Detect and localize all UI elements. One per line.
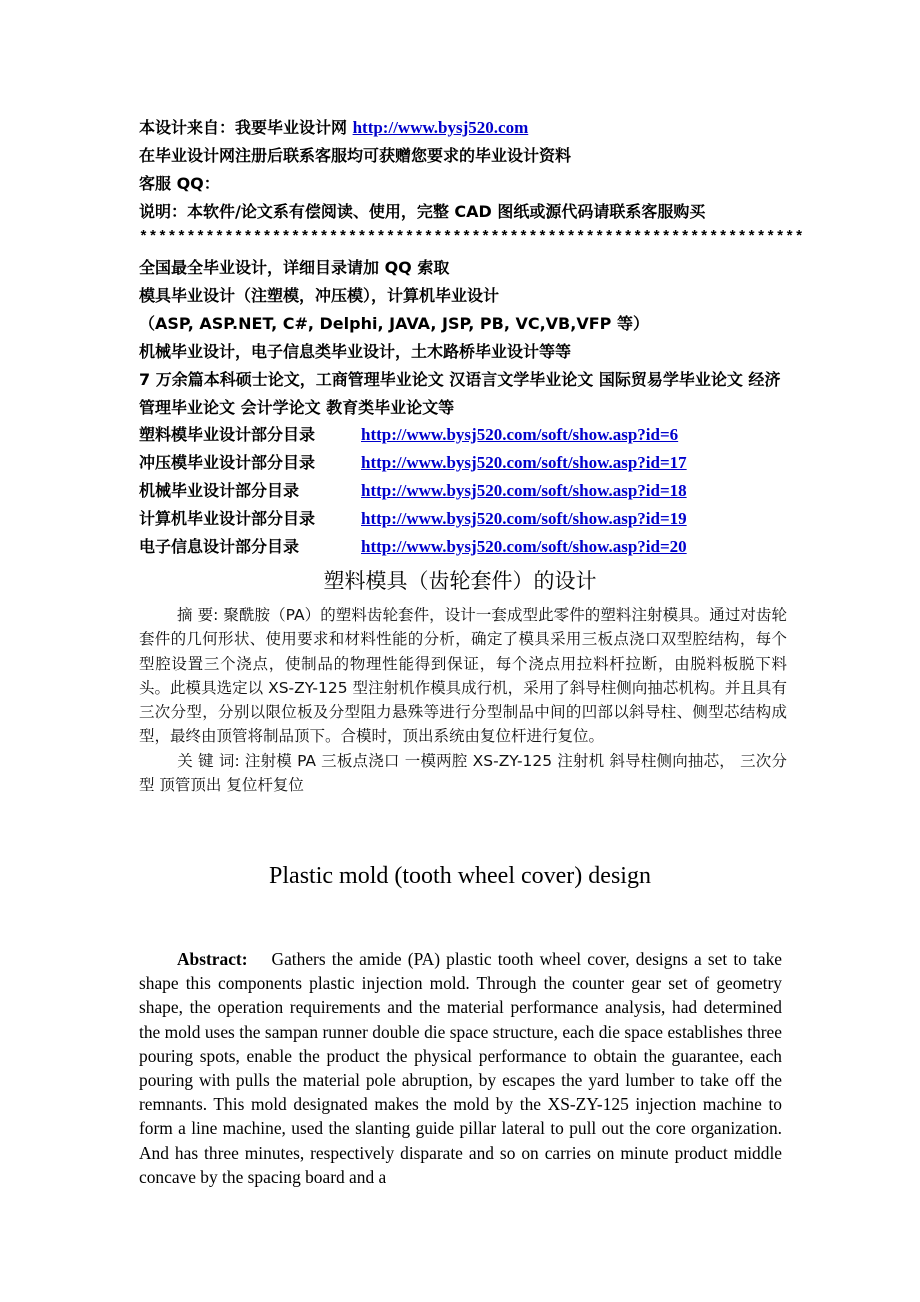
catalog-label: 机械毕业设计部分目录 — [139, 481, 300, 500]
promo-line-2: 模具毕业设计（注塑模，冲压模），计算机毕业设计 — [139, 286, 500, 305]
en-title: Plastic mold (tooth wheel cover) design — [269, 863, 651, 889]
en-abstract — [139, 947, 782, 1189]
en-abstract-text: Gathers the amide (PA) plastic tooth wheel cover, designs a set to take shape this components plastic injection mold. Through the counter gear set of geometry shape, the operation requirements and the material performance analysis, had determined the mold uses the sampan runner double die space structure, each die space establishes three pouring spots, enable the product the physical performance to obtain the guarantee, each pouring with pulls the material pole abruption, by escapes the yard lumber to take off the remnants. This mold designated makes the mold by the XS-ZY-125 injection machine to form a line machine, used the slanting guide pillar lateral to pull out the core organization. And has three minutes, respectively disparate and so on carries on minute product middle concave by the spacing board and a — [139, 949, 782, 1187]
catalog-row — [139, 505, 687, 533]
promo-line-5: 7 万余篇本科硕士论文，工商管理毕业论文 汉语言文学毕业论文 国际贸易学毕业论文 经济管理毕业论文 会计学论文 教育类毕业论文等 — [139, 370, 781, 417]
catalog-row — [139, 421, 678, 449]
catalog-row — [139, 533, 687, 561]
promo-line-4: 机械毕业设计，电子信息类毕业设计，土木路桥毕业设计等等 — [139, 342, 572, 361]
catalog-link[interactable]: http://www.bysj520.com/soft/show.asp?id=17 — [361, 453, 687, 472]
source-prefix: 本设计来自：我要毕业设计网 — [139, 118, 353, 137]
cn-abstract-text: 聚酰胺（PA）的塑料齿轮套件，设计一套成型此零件的塑料注射模具。通过对齿轮套件的几何形状、使用要求和材料性能的分析，确定了模具采用三板点浇口双型腔结构，每个型腔设置三个浇点，使制品的物理性能得到保证，每个浇点用拉料杆拉断，由脱料板脱下料头。此模具选定以 XS-ZY-125 型注射机作模具成行机，采用了斜导柱侧向抽芯机构。并且具有三次分型，分别以限位板及分型阻力悬殊等进行分型制品中间的凹部以斜导柱、侧型芯结构成型，最终由顶管将制品顶下。合模时，顶出系统由复位杆进行复位。 — [139, 606, 788, 746]
catalog-label: 冲压模毕业设计部分目录 — [139, 453, 316, 472]
catalog-link[interactable]: http://www.bysj520.com/soft/show.asp?id=20 — [361, 537, 687, 556]
catalog-link[interactable]: http://www.bysj520.com/soft/show.asp?id=18 — [361, 481, 687, 500]
qq-line: 客服 QQ： — [139, 174, 220, 193]
register-note: 在毕业设计网注册后联系客服均可获赠您要求的毕业设计资料 — [139, 146, 572, 165]
notice-line: 说明：本软件/论文系有偿阅读、使用，完整 CAD 图纸或源代码请联系客服购买 — [139, 202, 706, 221]
catalog-label: 塑料模毕业设计部分目录 — [139, 425, 316, 444]
source-link[interactable]: http://www.bysj520.com — [352, 118, 529, 137]
cn-abstract — [139, 603, 787, 797]
cn-title: 塑料模具（齿轮套件）的设计 — [323, 569, 597, 593]
promo-line-3: （ASP, ASP.NET, C#, Delphi, JAVA, JSP, PB, VC,VB,VFP 等） — [139, 314, 649, 333]
catalog-row — [139, 449, 687, 477]
catalog-label: 电子信息设计部分目录 — [139, 537, 300, 556]
catalog-label: 计算机毕业设计部分目录 — [139, 509, 316, 528]
catalog-link[interactable]: http://www.bysj520.com/soft/show.asp?id=6 — [361, 425, 679, 444]
catalog-row — [139, 477, 687, 505]
source-line — [139, 114, 789, 142]
cn-abstract-label: 摘 要: — [177, 606, 219, 624]
star-divider: ********************************************************************** — [139, 229, 805, 246]
cn-keywords-label: 关 键 词: — [177, 751, 240, 770]
en-abstract-label: Abstract: — [177, 949, 248, 969]
catalog-link[interactable]: http://www.bysj520.com/soft/show.asp?id=19 — [361, 509, 687, 528]
cn-keywords-text: 注射模 PA 三板点浇口 一模两腔 XS-ZY-125 注射机 斜导柱侧向抽芯， 三次分型 顶管顶出 复位杆复位 — [139, 751, 788, 795]
promo-line-1: 全国最全毕业设计，详细目录请加 QQ 索取 — [139, 258, 450, 277]
